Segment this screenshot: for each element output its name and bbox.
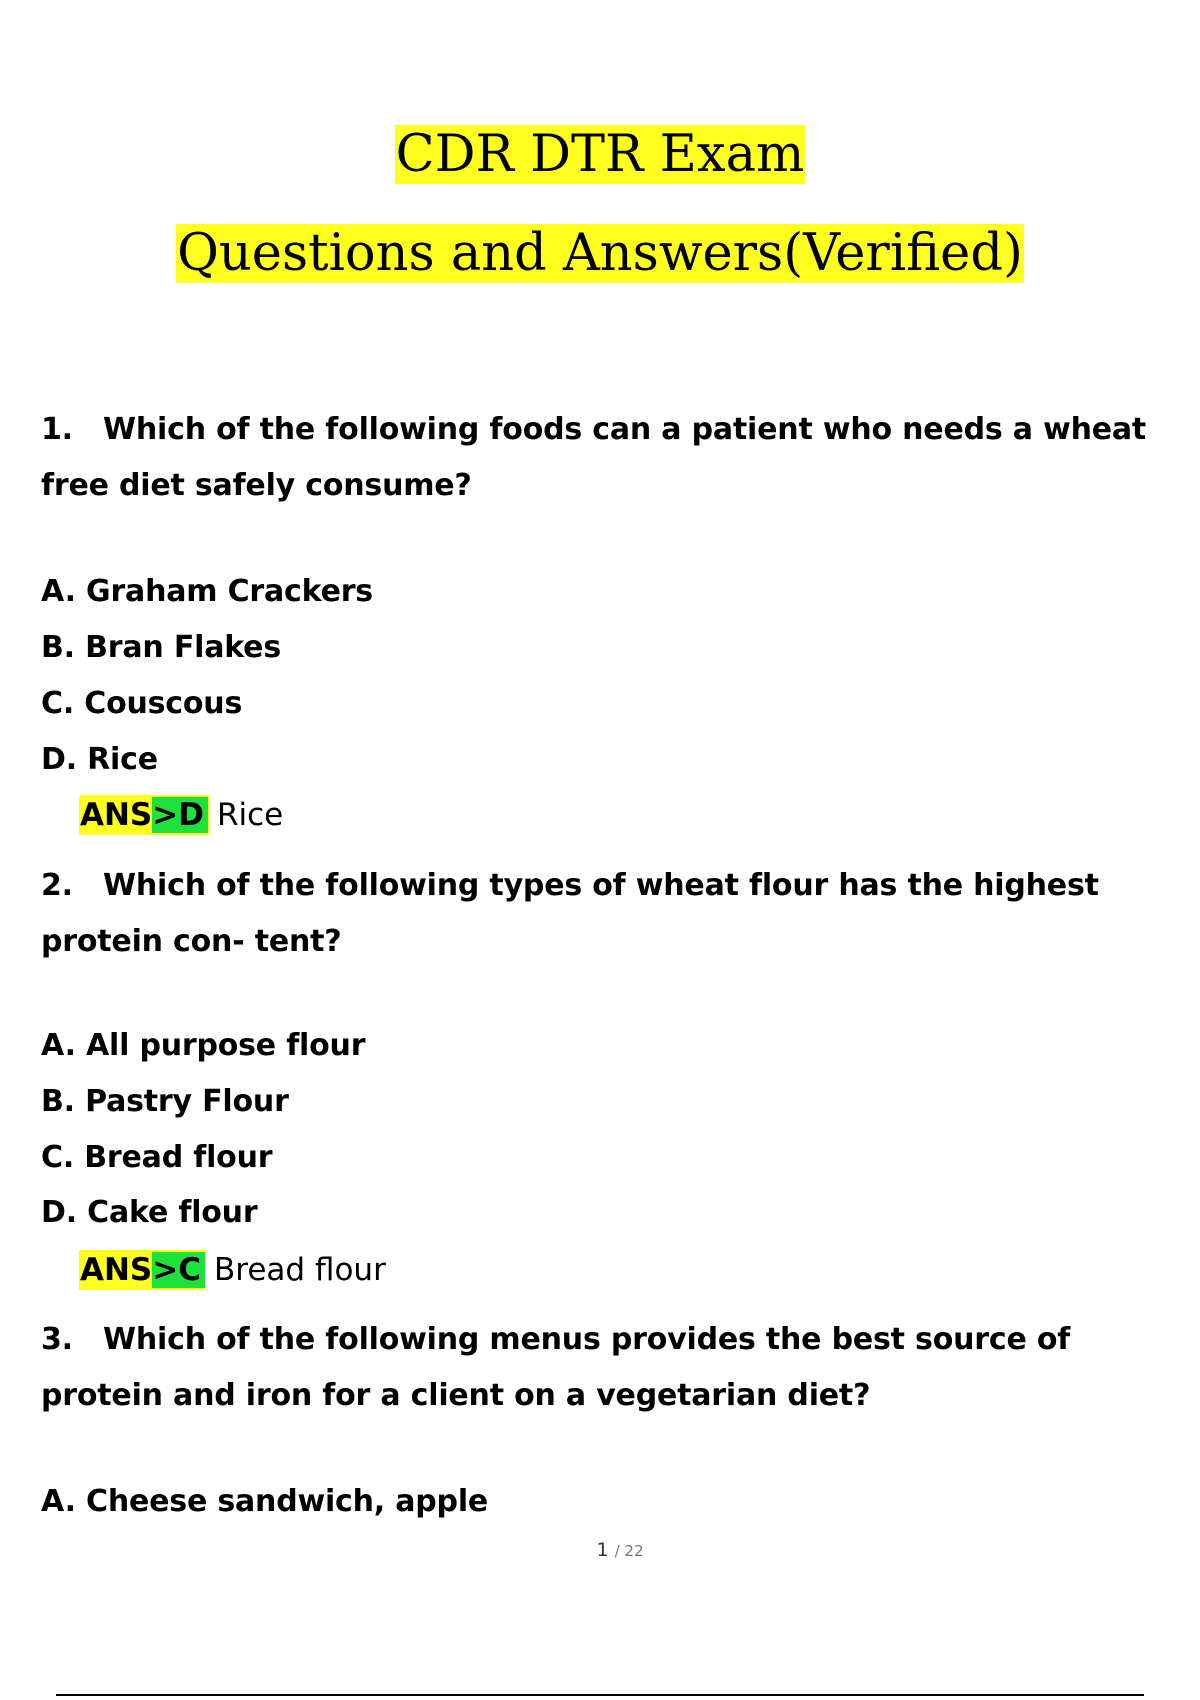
answer-text: Bread flour <box>214 1252 386 1288</box>
question-2-option-a: A. All purpose flour <box>41 1028 366 1063</box>
question-2-option-b: B. Pastry Flour <box>41 1084 289 1119</box>
question-1-option-b: B. Bran Flakes <box>41 630 281 665</box>
answer-key-highlight <box>79 795 209 835</box>
answer-letter: >C <box>152 1252 205 1288</box>
answer-prefix: ANS <box>80 1252 153 1288</box>
document-title-line-2 <box>0 222 1200 286</box>
question-number: 1. <box>41 412 73 447</box>
question-1-answer <box>79 795 283 835</box>
question-number: 2. <box>41 868 73 903</box>
answer-prefix: ANS <box>80 797 153 833</box>
answer-text: Rice <box>216 797 284 833</box>
question-text: Which of the following foods can a patient who needs a wheat free diet safely consume? <box>41 412 1147 503</box>
question-2 <box>41 858 1181 970</box>
question-text: Which of the following types of wheat flour has the highest protein con- tent? <box>41 868 1099 959</box>
question-3 <box>41 1312 1181 1424</box>
question-1-option-c: C. Couscous <box>41 686 243 721</box>
question-number: 3. <box>41 1322 73 1357</box>
subtitle-highlight: Questions and Answers(Verified) <box>177 224 1023 283</box>
question-1-option-a: A. Graham Crackers <box>41 574 373 609</box>
question-1-option-d: D. Rice <box>41 742 158 777</box>
question-text: Which of the following menus provides the best source of protein and iron for a client on a vegetarian diet? <box>41 1322 1071 1413</box>
page-current: 1 <box>596 1539 609 1561</box>
answer-letter: >D <box>152 797 208 833</box>
question-3-option-a: A. Cheese sandwich, apple <box>41 1484 489 1519</box>
question-2-answer <box>79 1250 386 1290</box>
question-2-option-d: D. Cake flour <box>41 1195 258 1230</box>
page-divider <box>56 1694 1144 1696</box>
title-highlight: CDR DTR Exam <box>395 125 805 184</box>
page-total: / 22 <box>614 1542 644 1560</box>
page-number <box>0 1539 1200 1561</box>
question-2-option-c: C. Bread flour <box>41 1140 273 1175</box>
document-title-line-1 <box>0 123 1200 187</box>
question-1 <box>41 402 1181 514</box>
answer-key-highlight <box>79 1250 206 1290</box>
